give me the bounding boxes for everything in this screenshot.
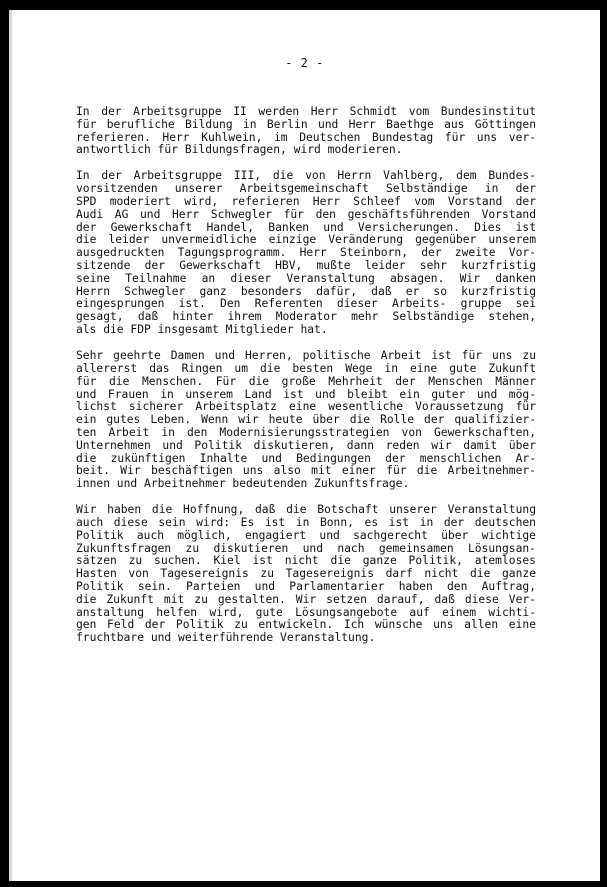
text-line: ein gutes Leben. Wenn wir heute über die Rolle der qualifizier- (76, 413, 536, 427)
text-line: Politik sein. Parteien und Parlamentarier haben den Auftrag, (76, 579, 536, 593)
text-line: sitzende der Gewerkschaft HBV, mußte leider sehr kurzfristig (76, 259, 536, 273)
text-line: beit. Wir beschäftigen uns also mit einer für die Arbeitnehmer- (76, 464, 536, 478)
text-line: Herrn Schwegler ganz besonders dafür, daß er so kurzfristig (76, 284, 536, 298)
text-line: lichst sicherer Arbeitsplatz eine wesentliche Voraussetzung für (76, 400, 536, 414)
text-line: Wir haben die Hoffnung, daß die Botschaft unserer Veranstaltung (76, 503, 536, 517)
text-line: gen Feld der Politik zu entwickeln. Ich wünsche uns allen eine (76, 618, 536, 632)
text-line: die zukünftigen Inhalte und Bedingungen der menschlichen Ar- (76, 451, 536, 465)
paragraph-2 (76, 170, 536, 336)
text-line: SPD moderiert wird, referieren Herr Schleef vom Vorstand der (76, 195, 536, 209)
scan-edge-shadow (9, 10, 12, 881)
text-line: fruchtbare und weiterführende Veranstaltung. (76, 631, 376, 645)
text-line: für die Menschen. Für die große Mehrheit der Menschen Männer (76, 374, 536, 388)
text-line: auch diese sein wird: Es ist in Bonn, es ist in der deutschen (76, 516, 536, 529)
text-line: Audi AG und Herr Schwegler für den geschäftsführenden Vorstand (76, 207, 536, 221)
text-line: ten Arbeit in den Modernisierungsstrategien von Gewerkschaften, (76, 425, 536, 439)
document-body (76, 106, 536, 658)
text-line: der Gewerkschaft Handel, Banken und Versicherungen. Dies ist (76, 220, 536, 234)
text-line: Zukunftsfragen zu diskutieren und nach gemeinsamen Lösungsan- (76, 541, 536, 555)
text-line: antwortlich für Bildungsfragen, wird moderieren. (76, 143, 403, 157)
text-line: ausgedruckten Tagungsprogramm. Herr Steinborn, der zweite Vor- (76, 246, 536, 260)
text-line: gesagt, daß hinter ihrem Moderator mehr Selbständige stehen, (76, 310, 536, 324)
page-number: - 2 - (285, 56, 324, 70)
text-line: allererst das Ringen um die besten Wege in eine gute Zukunft (76, 361, 536, 375)
text-line: für berufliche Bildung in Berlin und Herr Baethge aus Göttingen (76, 117, 536, 131)
text-line: seine Teilnahme an dieser Veranstaltung absagen. Wir danken (76, 271, 536, 285)
text-line: Hasten von Tagesereignis zu Tagesereignis darf nicht die ganze (76, 567, 536, 581)
text-line: eingesprungen ist. Den Referenten dieser Arbeits- gruppe sei (76, 297, 536, 311)
paragraph-1 (76, 106, 536, 157)
document-page (9, 10, 600, 881)
text-line: In der Arbeitsgruppe II werden Herr Schmidt vom Bundesinstitut (76, 105, 536, 118)
paragraph-4 (76, 504, 536, 645)
text-line: als die FDP insgesamt Mitglieder hat. (76, 323, 328, 337)
text-line: die leider unvermeidliche einzige Veränderung gegenüber unserem (76, 233, 536, 247)
text-line: In der Arbeitsgruppe III, die von Herrn Vahlberg, dem Bundes- (76, 169, 536, 183)
paragraph-3 (76, 350, 536, 491)
text-line: vorsitzenden unserer Arbeitsgemeinschaft Selbständige in der (76, 182, 536, 196)
text-line: die Zukunft mit zu gestalten. Wir setzen darauf, daß diese Ver- (76, 592, 536, 606)
text-line: innen und Arbeitnehmer bedeutenden Zukunftsfrage. (76, 477, 410, 491)
text-line: Sehr geehrte Damen und Herren, politische Arbeit ist für uns zu (76, 349, 536, 363)
text-line: sätzen zu suchen. Kiel ist nicht die ganze Politik, atemloses (76, 554, 536, 568)
text-line: referieren. Herr Kuhlwein, im Deutschen Bundestag für uns ver- (76, 130, 536, 144)
text-line: und Frauen in unserem Land ist und bleibt ein guter und mög- (76, 387, 536, 401)
text-line: anstaltung helfen wird, gute Lösungsangebote auf einem wichti- (76, 605, 536, 619)
text-line: Politik auch möglich, engagiert und sachgerecht über wichtige (76, 528, 536, 542)
text-line: Unternehmen und Politik diskutieren, dann reden wir damit über (76, 438, 536, 452)
